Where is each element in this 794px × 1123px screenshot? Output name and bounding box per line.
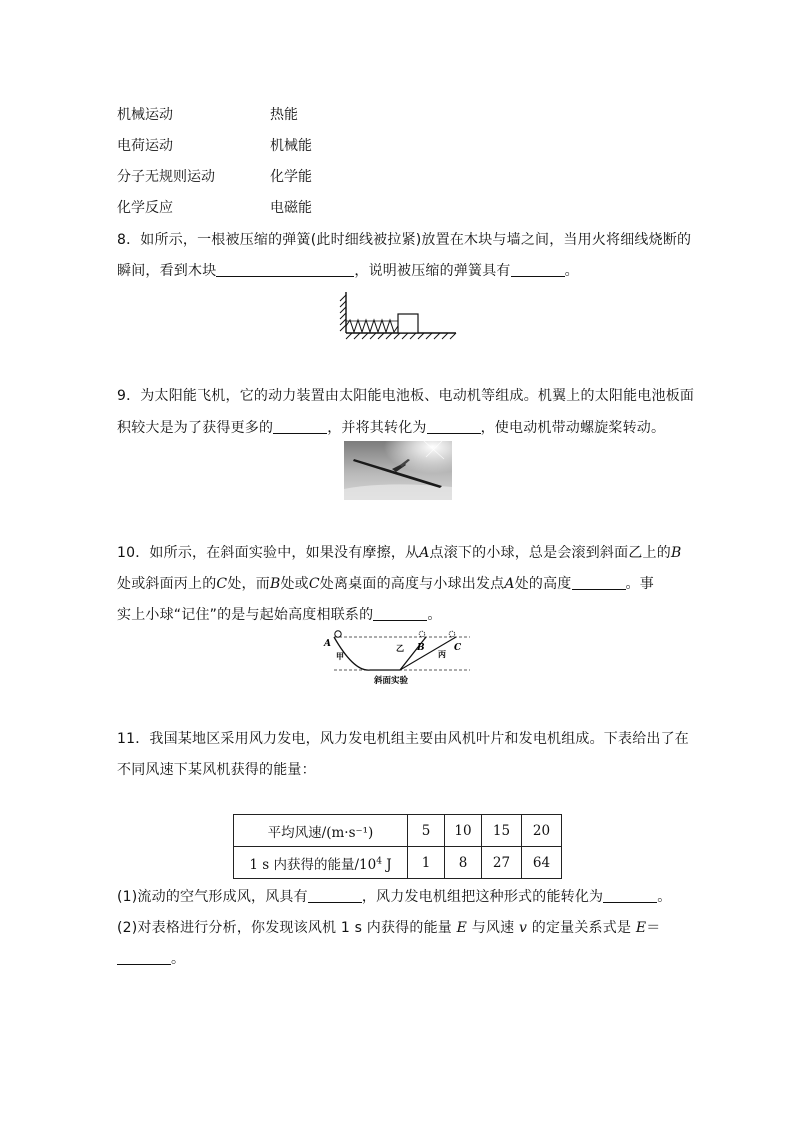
label-b: B <box>417 643 425 653</box>
q11-blank-2[interactable] <box>603 888 657 903</box>
match-right-1: 热能 <box>270 107 298 123</box>
incline-experiment-figure <box>320 630 476 688</box>
q11-sub2-end: 。 <box>171 951 186 967</box>
q10-text-c: 处或斜面丙上的 <box>117 576 217 592</box>
label-yi: 乙 <box>396 644 404 653</box>
q10-text-d: 处，而 <box>227 576 270 592</box>
q8-line2 <box>117 260 579 280</box>
q10-line2 <box>117 573 654 593</box>
label-jia: 甲 <box>336 652 344 661</box>
table-cell: 5 <box>408 815 445 847</box>
match-left-3: 分子无规则运动 <box>117 169 215 185</box>
q11-sub1-text-a: (1)流动的空气形成风，风具有 <box>117 889 308 905</box>
q11-sub2-text-c: 的定量关系式是 <box>531 920 632 936</box>
q8-blank-1[interactable] <box>216 262 354 277</box>
energy-label-unit: J <box>381 856 392 873</box>
q10-line1 <box>117 542 681 562</box>
table-cell: 10 <box>445 815 482 847</box>
q10-text-a: 10．如所示，在斜面实验中，如果没有摩擦，从 <box>117 545 420 561</box>
q11-sub2-text-a: (2)对表格进行分析，你发现该风机 1 s 内获得的能量 <box>117 920 452 936</box>
match-right-2: 机械能 <box>270 138 312 154</box>
q8-text-c: 。 <box>564 263 579 279</box>
q11-line2: 不同风速下某风机获得的能量： <box>117 762 316 778</box>
table-cell: 15 <box>482 815 522 847</box>
q10-point-a-2: A <box>504 576 515 592</box>
q11-blank-3[interactable] <box>117 950 171 965</box>
solar-plane-photo <box>344 441 452 500</box>
q11-sub2-cont <box>117 948 185 968</box>
label-c: C <box>454 643 462 653</box>
q9-line1: 9．为太阳能飞机，它的动力装置由太阳能电池板、电动机等组成。机翼上的太阳能电池板面 <box>117 388 695 404</box>
q10-text-b: 点滚下的小球，总是会滚到斜面乙上的 <box>429 545 671 561</box>
track <box>334 637 426 670</box>
q10-blank-2[interactable] <box>373 606 427 621</box>
table-cell: 1 <box>408 847 445 879</box>
energy-label-exp: 4 <box>376 856 382 866</box>
row-header-speed: 平均风速/(m·s⁻¹) <box>234 815 408 847</box>
var-e: E <box>456 920 468 936</box>
table-cell: 27 <box>482 847 522 879</box>
q10-point-c-2: C <box>308 576 320 592</box>
var-v: v <box>518 920 528 936</box>
q9-line2 <box>117 417 665 437</box>
label-bing: 丙 <box>438 650 446 659</box>
q10-text-e: 处或 <box>280 576 309 592</box>
q8-text-b: ，说明被压缩的弹簧具有 <box>354 263 511 279</box>
match-left-4: 化学反应 <box>117 200 173 216</box>
energy-label-text: 1 s 内获得的能量/10 <box>249 856 377 873</box>
spring <box>346 320 398 332</box>
wood-block <box>398 314 418 333</box>
q11-line1: 11．我国某地区采用风力发电，风力发电机组主要由风机叶片和发电机组成。下表给出了在 <box>117 731 690 747</box>
match-right-4: 电磁能 <box>270 200 312 216</box>
q9-text-a: 积较大是为了获得更多的 <box>117 420 274 436</box>
table-cell: 64 <box>522 847 562 879</box>
q11-blank-1[interactable] <box>308 888 362 903</box>
q11-sub2 <box>117 917 660 937</box>
match-left-1: 机械运动 <box>117 107 173 123</box>
wind-energy-table <box>233 814 562 879</box>
q9-text-b: ，并将其转化为 <box>327 420 427 436</box>
q8-text-a: 瞬间，看到木块 <box>117 263 217 279</box>
q11-sub1-text-b: ，风力发电机组把这种形式的能转化为 <box>361 889 604 905</box>
table-cell: 8 <box>445 847 482 879</box>
q11-sub1-text-c: 。 <box>657 889 672 905</box>
q9-blank-2[interactable] <box>427 419 481 434</box>
label-a: A <box>324 639 331 649</box>
table-cell: 20 <box>522 815 562 847</box>
q8-line1: 8．如所示，一根被压缩的弹簧(此时细线被拉紧)放置在木块与墙之间，当用火将细线烧断的 <box>117 232 692 248</box>
match-right-3: 化学能 <box>270 169 312 185</box>
q10-point-a: A <box>419 545 430 561</box>
q10-blank-1[interactable] <box>572 575 626 590</box>
q10-text-f: 处离桌面的高度与小球出发点 <box>319 576 505 592</box>
spring-block-figure <box>336 290 460 342</box>
row-header-energy <box>234 847 408 879</box>
q9-text-c: ，使电动机带动螺旋桨转动。 <box>480 420 666 436</box>
q10-text-i: 实上小球“记住”的是与起始高度相联系的 <box>117 607 374 623</box>
q10-point-b-2: B <box>269 576 281 592</box>
q10-text-g: 处的高度 <box>514 576 572 592</box>
q9-blank-1[interactable] <box>273 419 327 434</box>
q10-line3 <box>117 604 442 624</box>
q10-point-c: C <box>216 576 228 592</box>
var-e-2: E <box>635 920 647 936</box>
q8-blank-2[interactable] <box>511 262 565 277</box>
ball <box>335 631 341 637</box>
q10-point-b: B <box>670 545 682 561</box>
q11-sub1 <box>117 886 671 906</box>
figure-caption: 斜面实验 <box>374 676 409 686</box>
q10-text-h: 。事 <box>625 576 654 592</box>
match-left-2: 电荷运动 <box>117 138 173 154</box>
q11-sub2-equals: ＝ <box>646 920 661 936</box>
q11-sub2-text-b: 与风速 <box>471 920 515 936</box>
table-row <box>234 847 562 879</box>
q10-text-j: 。 <box>427 607 442 623</box>
table-row <box>234 815 562 847</box>
